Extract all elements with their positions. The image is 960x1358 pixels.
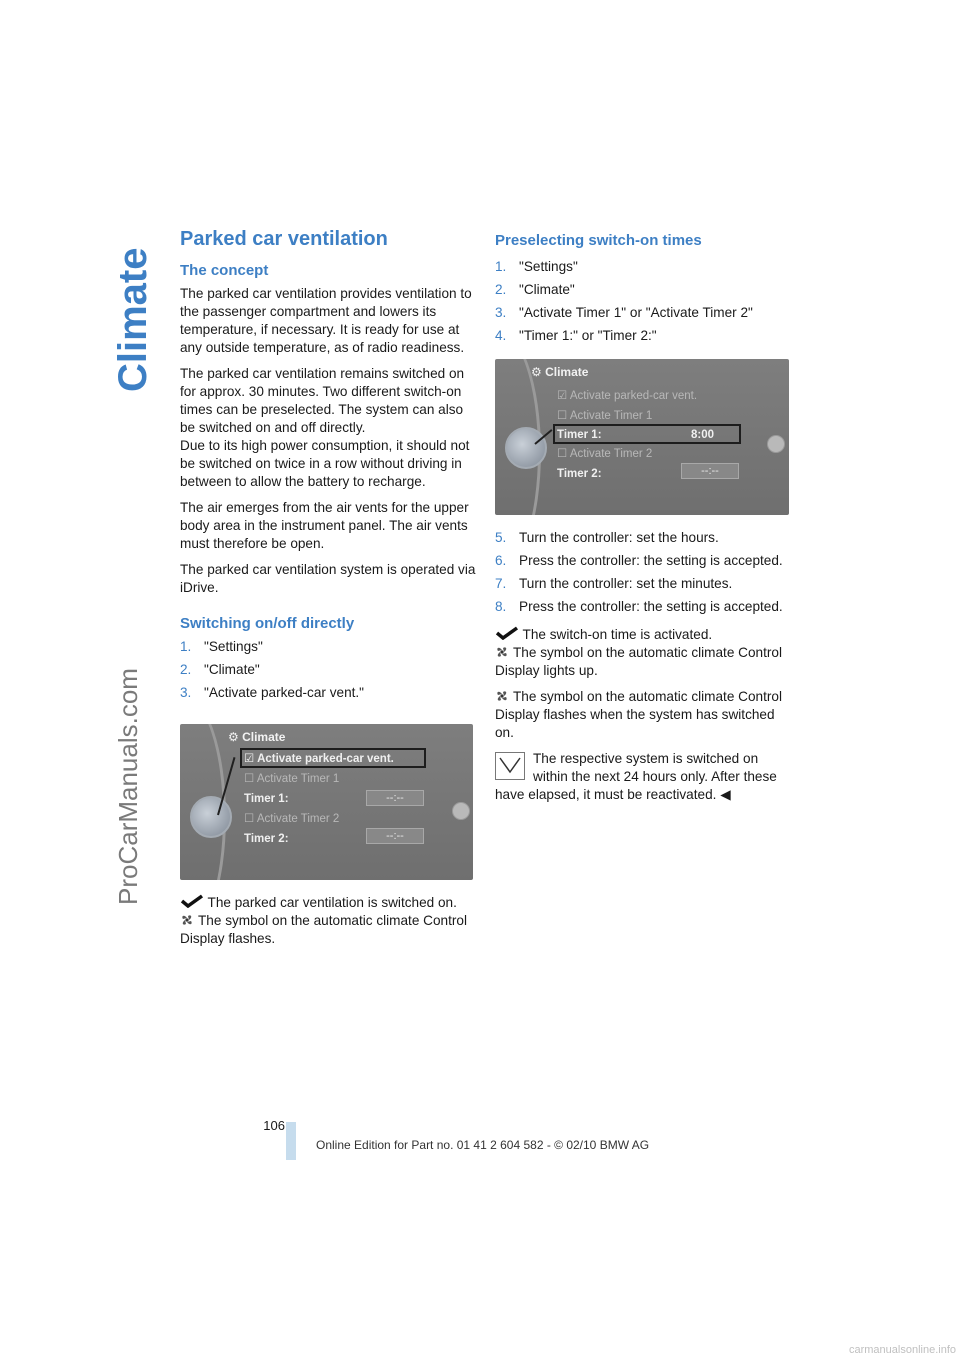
list-item: 8. Press the controller: the setting is accepted. xyxy=(495,599,783,614)
concept-paragraph-1: The parked car ventilation provides ventilation to the passenger compartment and lowers its temperature, if necessary. It is ready for use at any outside temperature, as of radio readiness. xyxy=(180,286,472,355)
fan-icon xyxy=(180,913,194,927)
side-watermark: ProCarManuals.com xyxy=(113,668,143,905)
concept-paragraph-3: The air emerges from the air vents for the upper body area in the instrument panel. The air vents must therefore be open. xyxy=(180,500,469,551)
menu-row-activate-vent: ☑ Activate parked-car vent. xyxy=(244,753,394,765)
timer1-value: 8:00 xyxy=(691,429,715,441)
timer1-value: --:-- xyxy=(366,790,424,806)
list-item: 3. "Activate parked-car vent." xyxy=(180,685,365,700)
left-column xyxy=(180,226,476,956)
screen-title: ⚙ Climate xyxy=(228,730,286,744)
chapter-side-title: Climate xyxy=(111,247,155,392)
timer2-value: --:-- xyxy=(681,463,739,479)
list-item: 6. Press the controller: the setting is accepted. xyxy=(495,553,783,568)
timer2-value: --:-- xyxy=(366,828,424,844)
scroll-knob-icon xyxy=(452,802,470,820)
concept-paragraph-4: The parked car ventilation system is operated via iDrive. xyxy=(180,562,476,595)
flashes-note: The symbol on the automatic climate Control Display flashes when the system has switched on. xyxy=(495,689,782,740)
controller-knob-icon xyxy=(505,427,547,469)
preselect-steps-a xyxy=(495,258,791,345)
list-item: 1. "Settings" xyxy=(495,259,578,274)
concept-paragraph-2: The parked car ventilation remains switched on for approx. 30 minutes. Two different switch-on times can be preselected. The system can also be switched on and off directly. Due to its high power consumption, it should not be switched on twice in a row without driving in between to allow the battery to recharge. xyxy=(180,366,470,489)
menu-row-timer1: Timer 1: xyxy=(244,793,289,805)
edition-text: Online Edition for Part no. 01 41 2 604 582 - © 02/10 BMW AG xyxy=(316,1138,650,1152)
list-item: 7. Turn the controller: set the minutes. xyxy=(495,576,733,591)
menu-row-activate-timer1: ☐ Activate Timer 1 xyxy=(244,773,340,785)
switching-heading: Switching on/off directly xyxy=(180,615,355,632)
list-item: 5. Turn the controller: set the hours. xyxy=(495,530,719,545)
switched-on-note: The parked car ventilation is switched on. xyxy=(180,894,476,912)
fan-symbol-note: The symbol on the automatic climate Control Display flashes. xyxy=(180,913,467,946)
check-icon xyxy=(495,626,519,640)
idrive-screen-parked-vent xyxy=(180,724,473,880)
menu-row-activate-vent: ☑ Activate parked-car vent. xyxy=(557,390,698,402)
list-item: 4. "Timer 1:" or "Timer 2:" xyxy=(495,328,657,343)
menu-row-activate-timer2: ☐ Activate Timer 2 xyxy=(557,448,653,460)
screen-title: ⚙ Climate xyxy=(531,365,589,379)
list-item: 3. "Activate Timer 1" or "Activate Timer 2" xyxy=(495,305,753,320)
idrive-screen-timer xyxy=(495,359,789,515)
controller-knob-icon xyxy=(190,796,232,838)
scroll-knob-icon xyxy=(767,435,785,453)
preselect-steps-b xyxy=(495,529,791,616)
switching-steps xyxy=(180,638,476,702)
preselect-heading: Preselecting switch-on times xyxy=(495,232,702,249)
list-item: 1. "Settings" xyxy=(180,639,263,654)
concept-heading: The concept xyxy=(180,262,269,279)
list-item: 2. "Climate" xyxy=(180,662,260,677)
page-number: 106 xyxy=(263,1118,285,1133)
info-note: The respective system is switched on within the next 24 hours only. After these have elapsed, it must be reactivated. ◀ xyxy=(495,751,777,802)
check-icon xyxy=(180,894,204,908)
note-arrow-icon xyxy=(495,752,525,780)
fan-icon xyxy=(495,689,509,703)
menu-row-activate-timer1: ☐ Activate Timer 1 xyxy=(557,410,653,422)
activated-note: The switch-on time is activated. xyxy=(495,626,791,644)
menu-row-timer1: Timer 1: xyxy=(557,429,602,441)
menu-row-timer2: Timer 2: xyxy=(244,833,289,845)
menu-row-timer2: Timer 2: xyxy=(557,468,602,480)
list-item: 2. "Climate" xyxy=(495,282,575,297)
section-heading: Parked car ventilation xyxy=(180,228,388,250)
bottom-watermark: carmanualsonline.info xyxy=(848,1344,956,1356)
fan-icon xyxy=(495,645,509,659)
menu-row-activate-timer2: ☐ Activate Timer 2 xyxy=(244,813,340,825)
right-column xyxy=(495,226,791,804)
lights-up-note: The symbol on the automatic climate Control Display lights up. xyxy=(495,645,782,678)
footer-bar xyxy=(286,1122,296,1160)
